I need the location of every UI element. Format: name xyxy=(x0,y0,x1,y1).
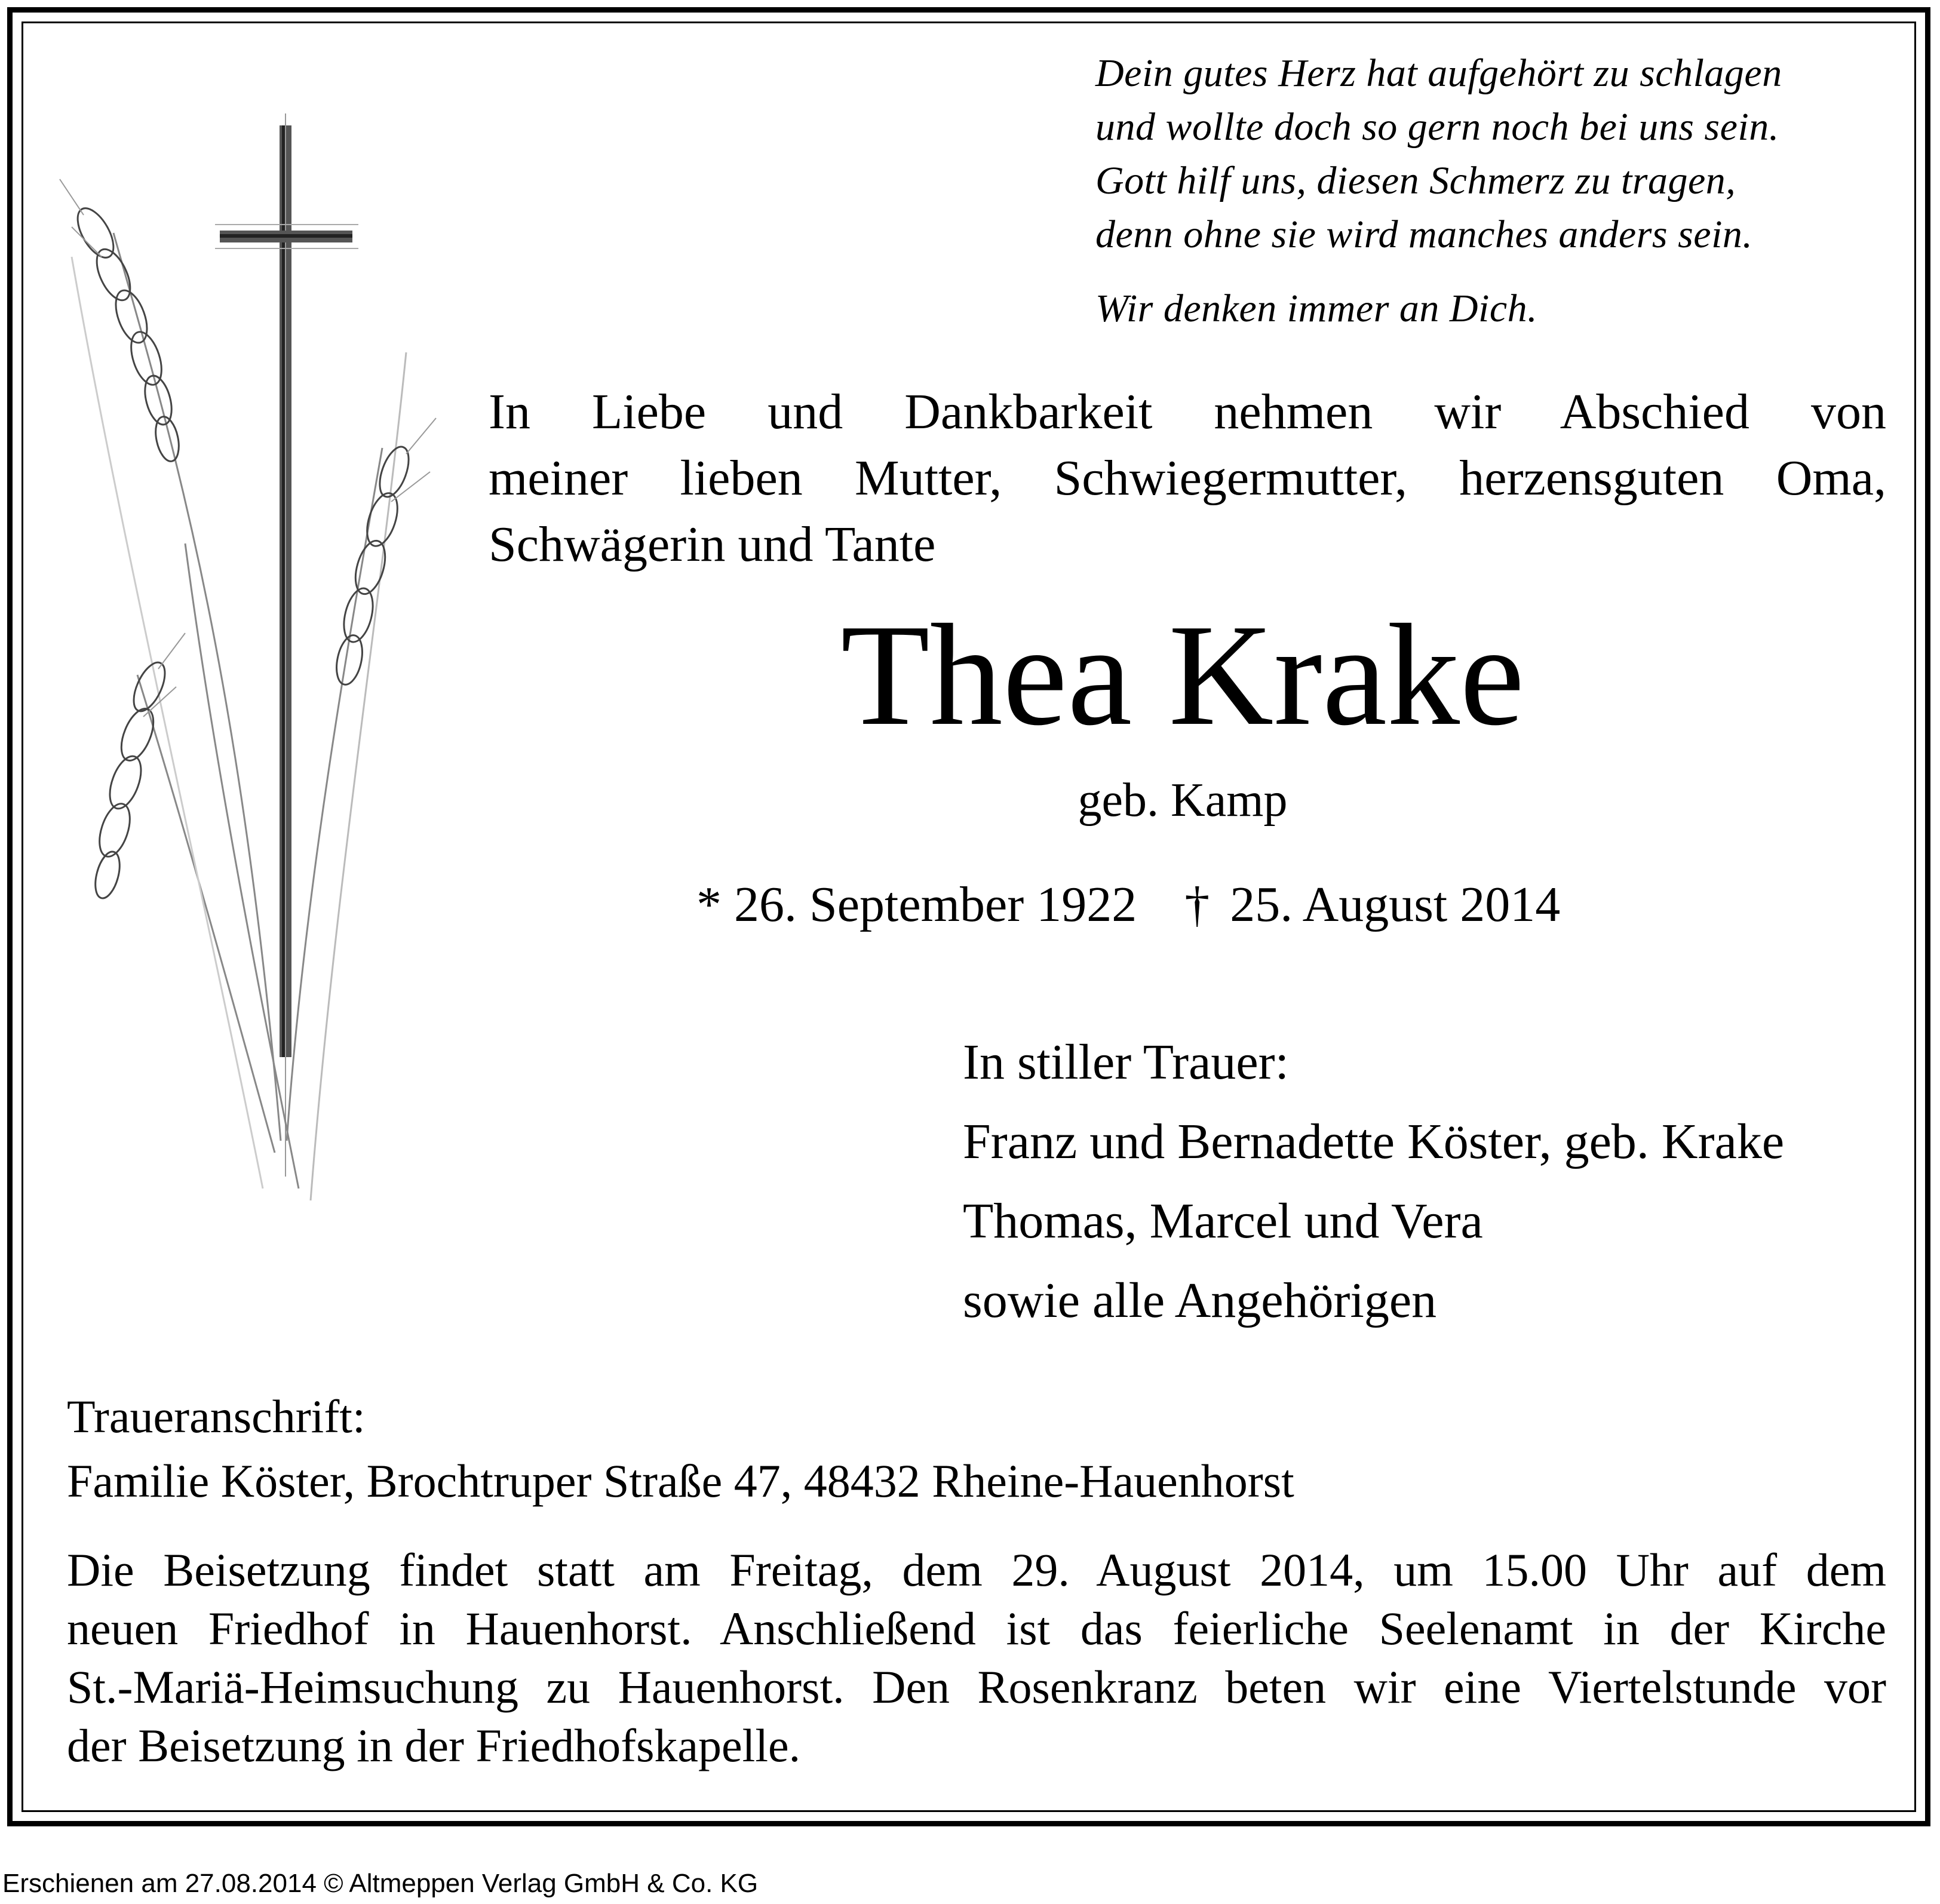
burial-line: neuen Friedhof in Hauenhorst. Anschließend ist das feierliche Seelenamt in der Kirche xyxy=(67,1602,1886,1654)
poem xyxy=(1095,47,1884,336)
address-value: Familie Köster, Brochtruper Straße 47, 48432 Rheine-Hauenhorst xyxy=(67,1455,1294,1507)
burial-line: St.-Mariä-Heimsuchung zu Hauenhorst. Den Rosenkranz beten wir eine Viertelstunde vor xyxy=(67,1661,1886,1713)
publication-footer: Erschienen am 27.08.2014 © Altmeppen Verlag GmbH & Co. KG xyxy=(2,1869,759,1898)
deceased-name: Thea Krake xyxy=(840,594,1525,756)
birth-date: * 26. September 1922 xyxy=(696,877,1137,932)
death-cross-icon: † xyxy=(1184,877,1210,932)
mourners xyxy=(963,1022,1918,1340)
mourner-name: Thomas, Marcel und Vera xyxy=(963,1193,1483,1249)
mourner-name: sowie alle Angehörigen xyxy=(963,1273,1437,1328)
intro-line: In Liebe und Dankbarkeit nehmen wir Abschied von xyxy=(489,384,1886,440)
intro-text xyxy=(489,379,1886,578)
poem-closing: Wir denken immer an Dich. xyxy=(1095,287,1538,330)
burial-info xyxy=(67,1541,1886,1775)
maiden-name: geb. Kamp xyxy=(1078,774,1288,827)
burial-line: Die Beisetzung findet statt am Freitag, dem 29. August 2014, um 15.00 Uhr auf dem xyxy=(67,1544,1886,1596)
poem-line: Gott hilf uns, diesen Schmerz zu tragen, xyxy=(1095,159,1736,202)
intro-line: meiner lieben Mutter, Schwiegermutter, herzensguten Oma, xyxy=(489,450,1886,506)
cross-with-wheat-icon xyxy=(48,113,454,1248)
life-dates xyxy=(696,872,1560,938)
poem-line: Dein gutes Herz hat aufgehört zu schlagen xyxy=(1095,51,1782,95)
burial-line: der Beisetzung in der Friedhofskapelle. xyxy=(67,1719,801,1771)
poem-line: und wollte doch so gern noch bei uns sein. xyxy=(1095,105,1779,149)
death-date: 25. August 2014 xyxy=(1230,877,1561,932)
address-label: Traueranschrift: xyxy=(67,1390,366,1442)
mourning-address xyxy=(67,1384,1500,1513)
mourners-heading: In stiller Trauer: xyxy=(963,1034,1289,1090)
intro-line: Schwägerin und Tante xyxy=(489,517,936,572)
poem-line: denn ohne sie wird manches anders sein. xyxy=(1095,213,1753,256)
mourner-name: Franz und Bernadette Köster, geb. Krake xyxy=(963,1114,1785,1169)
